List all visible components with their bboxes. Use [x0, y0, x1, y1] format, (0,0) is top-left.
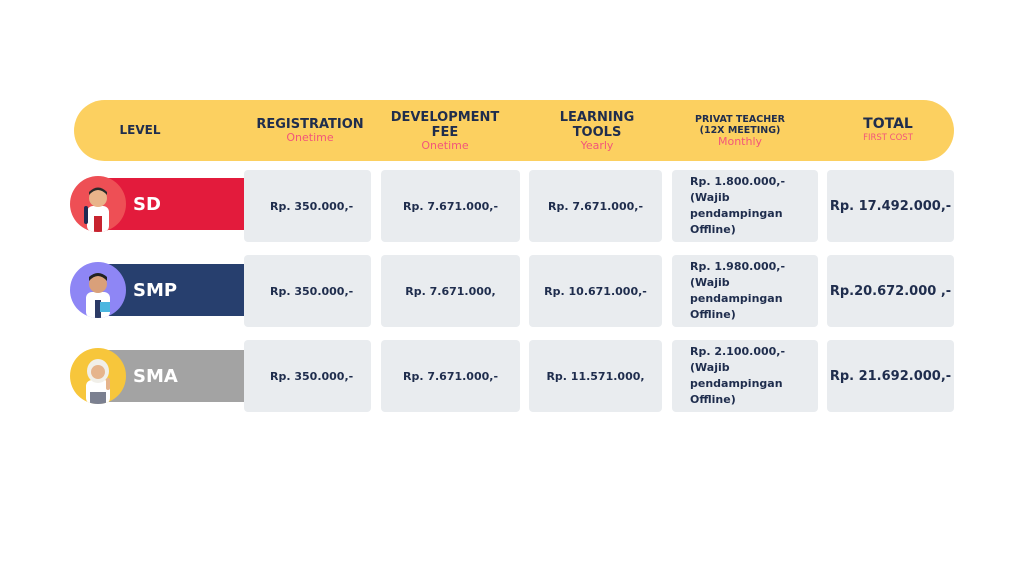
sd-total-cell	[827, 170, 954, 242]
sma-registration-cell	[244, 340, 371, 412]
smp-teacher-cell	[672, 255, 818, 327]
header-level-title: LEVEL	[119, 123, 161, 137]
header-total-title: TOTAL	[863, 116, 913, 132]
table-header-bar	[74, 100, 954, 161]
sma-learning-value: Rp. 11.571.000,	[546, 369, 645, 383]
sd-teacher-value: Rp. 1.800.000,- (Wajib pendampingan Offline)	[690, 175, 786, 236]
level-sd-label: SD	[133, 193, 161, 215]
smp-registration-value: Rp. 350.000,-	[270, 284, 354, 298]
sd-student-avatar	[70, 176, 126, 232]
sma-learning-cell	[529, 340, 662, 412]
sd-learning-cell	[529, 170, 662, 242]
smp-learning-cell	[529, 255, 662, 327]
header-learning-title: LEARNING TOOLS	[559, 109, 635, 140]
sma-registration-value: Rp. 350.000,-	[270, 369, 354, 383]
smp-development-cell	[381, 255, 520, 327]
sma-total-value: Rp. 21.692.000,-	[829, 368, 952, 384]
sma-development-cell	[381, 340, 520, 412]
sd-registration-cell	[244, 170, 371, 242]
header-development	[385, 100, 505, 161]
header-development-title: DEVELOPMENT FEE	[390, 109, 500, 140]
level-smp-label: SMP	[133, 279, 178, 301]
header-teacher-sub: Monthly	[717, 134, 763, 148]
sma-development-value: Rp. 7.671.000,-	[402, 369, 499, 383]
sd-teacher-cell	[672, 170, 818, 242]
sd-development-cell	[381, 170, 520, 242]
header-level	[100, 100, 180, 161]
sd-total-value: Rp. 17.492.000,-	[829, 198, 952, 214]
sma-student-avatar	[70, 348, 126, 404]
header-registration	[248, 100, 372, 161]
smp-development-value: Rp. 7.671.000,	[405, 284, 496, 298]
sd-registration-value: Rp. 350.000,-	[270, 199, 354, 213]
header-total	[830, 100, 946, 161]
header-total-sub: FIRST COST	[863, 133, 913, 143]
header-registration-title: REGISTRATION	[256, 117, 364, 132]
smp-total-cell	[827, 255, 954, 327]
smp-registration-cell	[244, 255, 371, 327]
smp-total-value: Rp.20.672.000 ,-	[829, 283, 952, 299]
sd-learning-value: Rp. 7.671.000,-	[547, 199, 644, 213]
smp-teacher-value: Rp. 1.980.000,- (Wajib pendampingan Offline)	[690, 260, 786, 321]
level-smp	[70, 258, 244, 314]
header-learning	[537, 100, 657, 161]
header-teacher	[675, 100, 805, 161]
level-sd	[70, 172, 244, 228]
smp-student-avatar	[70, 262, 126, 318]
header-development-sub: Onetime	[421, 138, 469, 152]
header-registration-sub: Onetime	[286, 131, 334, 144]
sd-development-value: Rp. 7.671.000,-	[402, 199, 499, 213]
sma-total-cell	[827, 340, 954, 412]
header-teacher-title: PRIVAT TEACHER (12X MEETING)	[695, 113, 785, 136]
header-learning-sub: Yearly	[580, 138, 614, 152]
level-sma	[70, 344, 244, 400]
smp-learning-value: Rp. 10.671.000,-	[544, 284, 647, 298]
sma-teacher-cell	[672, 340, 818, 412]
level-sma-label: SMA	[133, 365, 178, 387]
sma-teacher-value: Rp. 2.100.000,- (Wajib pendampingan Offline)	[690, 345, 786, 406]
